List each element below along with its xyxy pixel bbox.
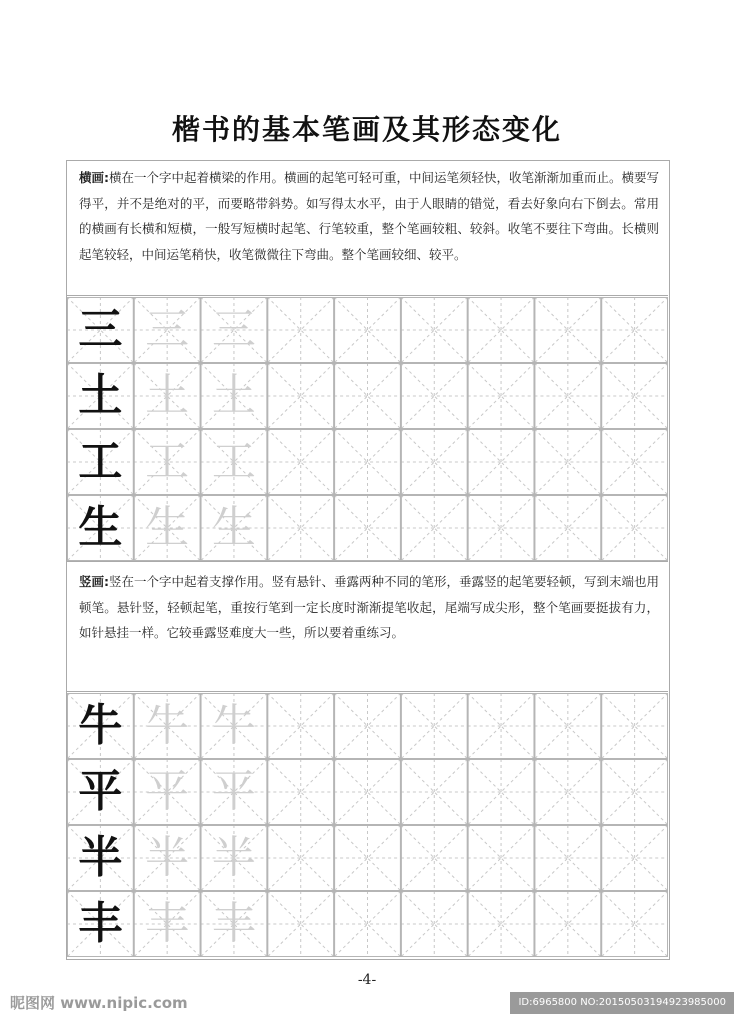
practice-sheet (66, 160, 670, 960)
trace-character: 生 (211, 502, 256, 553)
trace-character: 丰 (145, 898, 190, 949)
section-term: 竖画: (79, 574, 109, 589)
section-divider (67, 561, 668, 562)
model-character: 平 (78, 766, 123, 817)
watermark-logo: 昵图网 www.nipic.com (10, 994, 188, 1012)
model-character: 半 (78, 832, 123, 883)
trace-character: 三 (145, 304, 190, 355)
section-term: 横画: (79, 170, 109, 185)
model-character: 生 (78, 502, 123, 553)
section-text: 横在一个字中起着横梁的作用。横画的起笔可轻可重，中间运笔须轻快，收笔渐渐加重而止。横要写得平，并不是绝对的平，而要略带斜势。如写得太水平，由于人眼睛的错觉，看去好象向右下倒去。常用的横画有长横和短横，一般写短横时起笔、行笔较重，整个笔画较粗、较斜。收笔不要往下弯曲。长横则起笔较轻，中间运笔稍快，收笔微微往下弯曲。整个笔画较细、较平。 (79, 170, 660, 262)
trace-character: 工 (145, 436, 190, 487)
page-number: -4- (357, 972, 377, 988)
section-divider (67, 691, 668, 692)
model-character: 工 (78, 436, 123, 487)
trace-character: 平 (211, 766, 256, 817)
trace-character: 丰 (211, 898, 256, 949)
section-description-horizontal (79, 165, 659, 267)
model-character: 三 (78, 304, 123, 355)
trace-character: 半 (211, 832, 256, 883)
trace-character: 生 (145, 502, 190, 553)
trace-character: 半 (145, 832, 190, 883)
trace-character: 土 (145, 370, 190, 421)
watermark-id: ID:6965800 NO:20150503194923985000 (510, 992, 734, 1014)
model-character: 丰 (78, 898, 123, 949)
section-text: 竖在一个字中起着支撑作用。竖有悬针、垂露两种不同的笔形，垂露竖的起笔要轻顿，写到末端也用顿笔。悬针竖，轻顿起笔，重按行笔到一定长度时渐渐提笔收起，尾端写成尖形，整个笔画要挺拔有力，如针悬挂一样。它较垂露竖难度大一些，所以要着重练习。 (79, 574, 660, 640)
trace-character: 牛 (211, 700, 256, 751)
trace-character: 土 (211, 370, 256, 421)
model-character: 牛 (78, 700, 123, 751)
model-character: 土 (78, 370, 123, 421)
trace-character: 工 (211, 436, 256, 487)
page-title: 楷书的基本笔画及其形态变化 (171, 113, 562, 146)
trace-character: 牛 (145, 700, 190, 751)
section-description-vertical (79, 569, 659, 646)
section-divider (67, 295, 668, 296)
trace-character: 平 (145, 766, 190, 817)
trace-character: 三 (211, 304, 256, 355)
